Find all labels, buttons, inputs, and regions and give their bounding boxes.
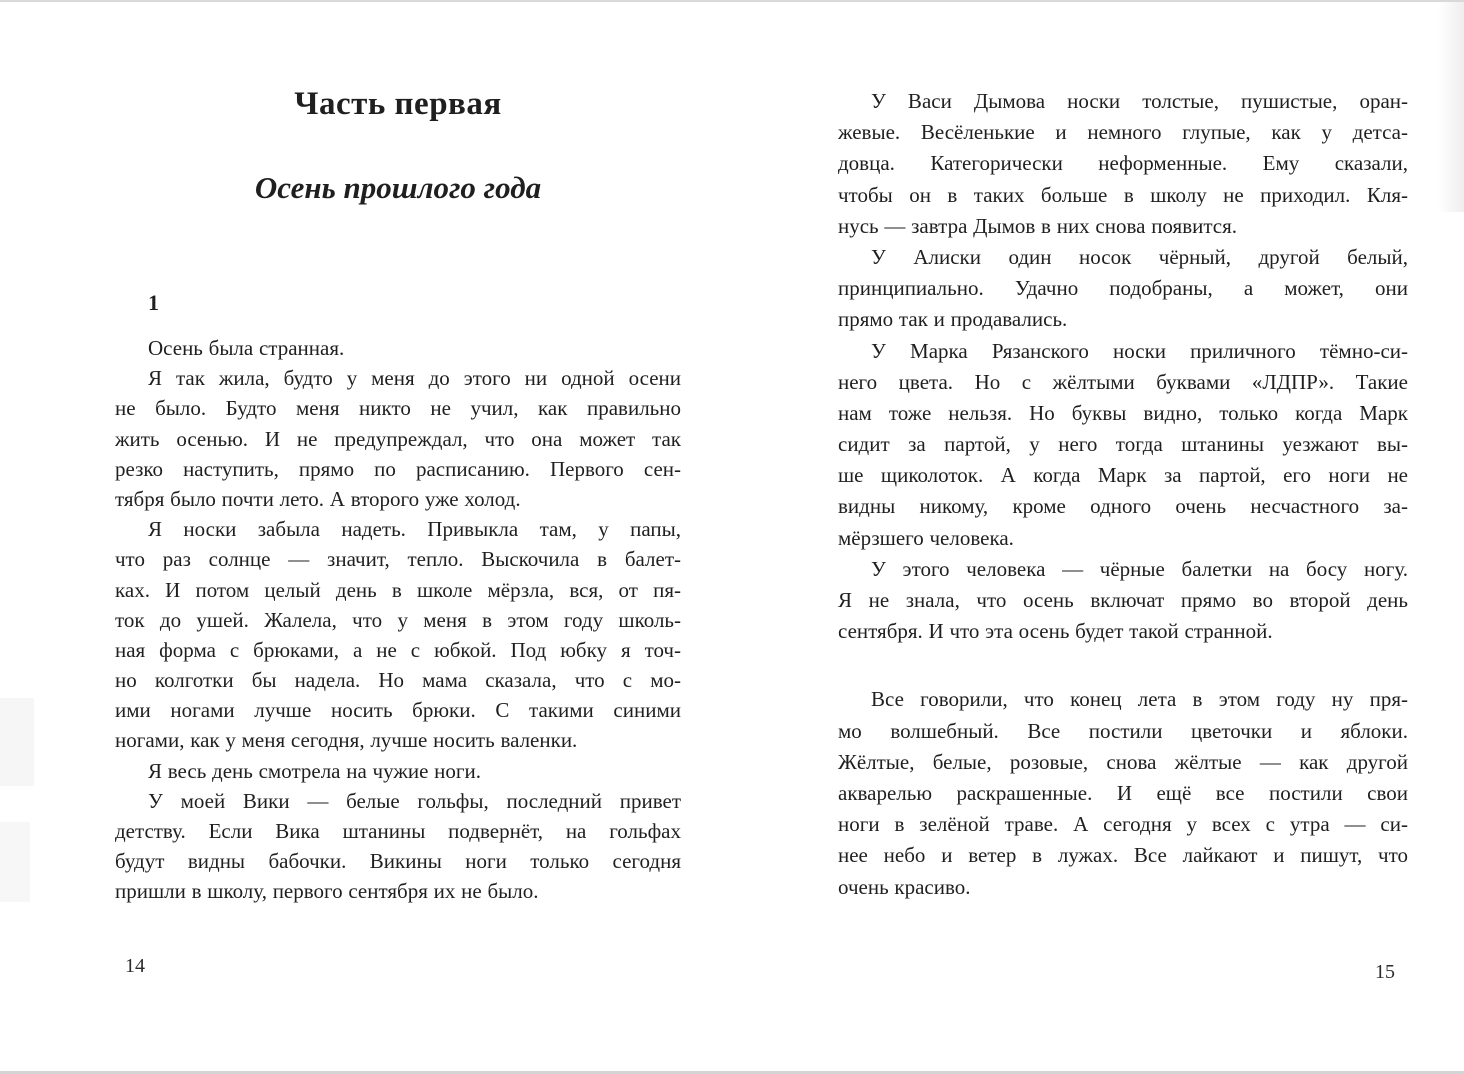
text-line: ше щиколоток. А когда Марк за партой, его ноги не (838, 463, 1408, 488)
text-line: резко наступить, прямо по расписанию. Первого сен- (115, 456, 681, 481)
text-line: мёрзшего человека. (838, 525, 1014, 550)
right-page-text-block (838, 86, 1408, 903)
text-line: тября было почти лето. А второго уже холод. (115, 486, 521, 511)
text-line: него цвета. Но с жёлтыми буквами «ЛДПР». Такие (838, 369, 1408, 394)
page-number-left: 14 (125, 955, 145, 977)
page-number-right: 15 (1375, 961, 1395, 983)
chapter-title: Осень прошлого года (254, 170, 542, 205)
text-line: У Марка Рязанского носки приличного тёмно-си- (871, 338, 1408, 363)
text-line: Я носки забыла надеть. Привыкла там, у папы, (148, 517, 681, 542)
right-page (838, 86, 1408, 903)
text-line: ими ногами лучше носить брюки. С такими синими (115, 698, 681, 723)
text-line: прямо так и продавались. (838, 307, 1068, 332)
text-line: ках. И потом целый день в школе мёрзла, вся, от пя- (115, 577, 681, 602)
text-line: сентября. И что эта осень будет такой странной. (838, 619, 1273, 644)
text-line: ноги в зелёной траве. А сегодня у всех с утра — си- (838, 812, 1408, 837)
text-line: ток до ушей. Жалела, что у меня в этом году школь- (115, 607, 681, 632)
text-line: нусь — завтра Дымов в них снова появится. (838, 213, 1238, 238)
left-page (115, 85, 681, 907)
text-line: сидит за партой, у него тогда штанины уезжают вы- (838, 432, 1408, 457)
text-line: жить осенью. И не предупреждал, что она может так (115, 426, 681, 451)
text-line: У этого человека — чёрные балетки на босу ногу. (871, 556, 1408, 581)
text-line: что раз солнце — значит, тепло. Выскочила в балет- (115, 547, 681, 572)
text-line: мо волшебный. Все постили цветочки и яблоки. (838, 718, 1408, 743)
scan-edge-left-patch (0, 822, 30, 902)
text-line: детству. Если Вика штанины подвернёт, на гольфах (115, 819, 681, 843)
text-line: Осень была странная. (148, 336, 345, 360)
text-line: будут видны бабочки. Викины ноги только сегодня (115, 849, 681, 874)
text-line: не было. Будто меня никто не учил, как правильно (115, 396, 681, 421)
text-line: Жёлтые, белые, розовые, снова жёлтые — как другой (838, 749, 1408, 774)
text-line: нее небо и ветер в лужах. Все лайкают и пишут, что (838, 843, 1408, 868)
text-line: очень красиво. (838, 874, 971, 899)
text-line: видны никому, кроме одного очень несчастного за- (838, 494, 1408, 519)
text-line: принципиально. Удачно подобраны, а может, они (838, 276, 1408, 301)
text-line: довца. Категорически неформенные. Ему сказали, (838, 151, 1408, 176)
text-line: акварелью раскрашенные. И ещё все постили свои (838, 780, 1408, 805)
text-line: но колготки бы надела. Но мама сказала, что с мо- (115, 668, 681, 693)
text-line: жевые. Весёленькие и немного глупые, как у детса- (838, 120, 1408, 145)
blank-line (838, 647, 1408, 684)
text-line: нам тоже нельзя. Но буквы видно, только когда Марк (838, 400, 1408, 425)
text-line: У Алиски один носок чёрный, другой белый, (871, 244, 1408, 269)
text-line: У моей Вики — белые гольфы, последний привет (148, 788, 681, 813)
part-heading: Часть первая (294, 86, 502, 122)
text-line: Я не знала, что осень включат прямо во второй день (838, 588, 1408, 612)
scan-edge-left-patch (0, 698, 34, 786)
section-number: 1 (148, 290, 159, 315)
text-line: ная форма с брюками, а не с юбкой. Под юбку я точ- (115, 637, 681, 662)
text-line: У Васи Дымова носки толстые, пушистые, оран- (871, 89, 1408, 113)
text-line: Я так жила, будто у меня до этого ни одной осени (148, 366, 681, 391)
text-line: Я весь день смотрела на чужие ноги. (148, 758, 482, 783)
text-line: чтобы он в таких больше в школу не приходил. Кля- (838, 182, 1408, 207)
text-line: ногами, как у меня сегодня, лучше носить валенки. (115, 728, 578, 753)
scan-edge-top (0, 0, 1464, 2)
left-page-text-block (115, 333, 681, 907)
scan-edge-right-shade (1438, 2, 1464, 212)
text-line: Все говорили, что конец лета в этом году ну пря- (871, 687, 1408, 712)
text-line: пришли в школу, первого сентября их не было. (115, 879, 539, 904)
